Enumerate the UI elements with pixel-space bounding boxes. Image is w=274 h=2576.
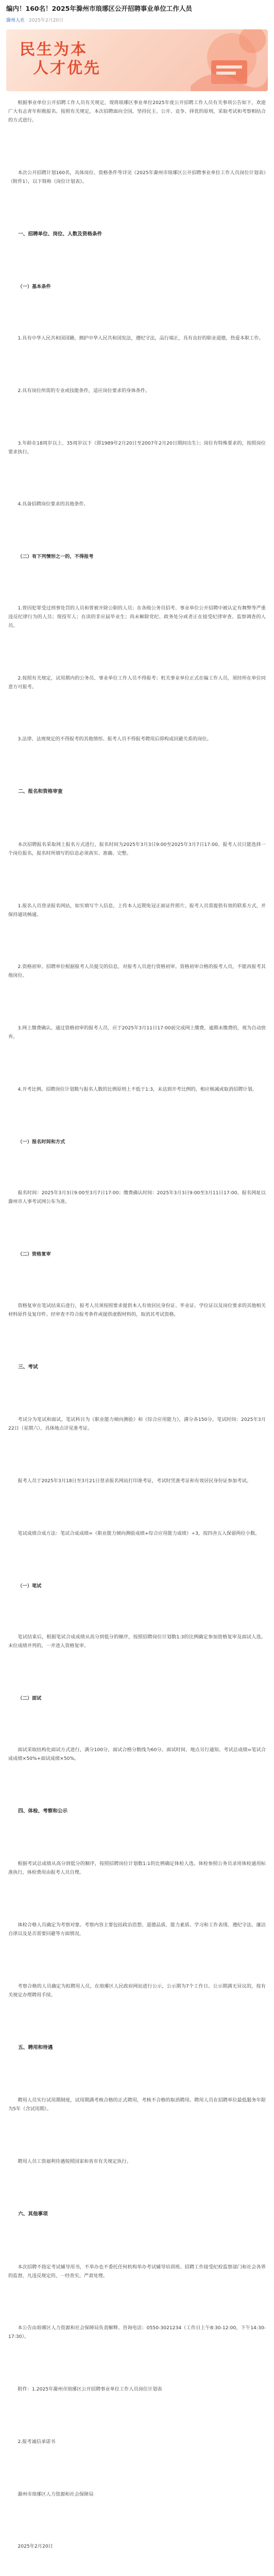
banner-decoration (134, 29, 268, 91)
banner-image (6, 29, 268, 91)
banner-line-2: 人才优先 (33, 59, 101, 77)
section-heading: 六、其他事项 (18, 2211, 48, 2217)
subsection-heading: （二）面试 (18, 1696, 42, 1701)
body-paragraph: 4.具备招聘岗位要求的其他条件。 (18, 501, 89, 507)
body-paragraph: 2.具有岗位所需的专业或技能条件，适应岗位要求的身体条件。 (18, 387, 150, 394)
banner-slogan (20, 41, 101, 78)
body-paragraph: 3.年龄在18周岁以上、35周岁以下（即1989年2月20日至2007年2月20日期间出生）；岗位有特殊要求的，按照岗位要求执行。 (8, 440, 266, 455)
body-paragraph: 附件：1.2025年滁州市琅琊区公开招聘事业单位工作人员岗位计划表 (18, 2386, 162, 2392)
subsection-heading: （一）笔试 (18, 1583, 42, 1589)
body-paragraph: 面试采取结构化面试方式进行，满分100分，面试合格分数线为60分。面试时间、地点另行通知。考试总成绩=笔试合成成绩×50%+面试成绩×50%。 (8, 1747, 266, 1761)
body-paragraph: 报考人员于2025年3月18日至3月21日登录报名网站打印准考证，考试时凭准考证和有效居民身份证参加考试。 (18, 1478, 251, 1484)
body-paragraph: 本次招聘报名采取网上报名方式进行，报名时间为2025年3月3日9:00至2025年3月7日17:00。报考人员只能选择一个岗位报名，报名时所填写的信息必须真实、准确、完整。 (8, 841, 266, 856)
body-paragraph: 根据事业单位公开招聘工作人员有关规定，现将琅琊区事业单位2025年度公开招聘工作人员有关事项公告如下，欢迎广大有志青年积极报名。按照有关规定，本次招聘面向全国，坚持民主、公开、竞争、择优的原则，采取考试和考察相结合的方式进行。 (8, 100, 266, 123)
body-paragraph: 笔试成绩合成方法：笔试合成成绩=（职业能力倾向测验成绩+综合应用能力成绩）÷3，按四舍五入保留两位小数。 (18, 1530, 260, 1536)
body-paragraph: 本公告由琅琊区人力资源和社会保障局负责解释。咨询电话：0550-3021234（工作日上午8:30-12:00，下午14:30-17:30）。 (8, 2325, 266, 2340)
body-paragraph: 1.具有中华人民共和国国籍，拥护中华人民共和国宪法，遵纪守法，品行端正，具有良好的职业道德，热爱本职工作。 (18, 335, 264, 341)
body-paragraph: 3.法律、法规规定的不得报考的其他情形。报考人员不得报考聘用后即构成回避关系的岗位。 (18, 736, 212, 742)
subsection-heading: （一）报名时间和方式 (18, 1139, 65, 1145)
body-paragraph: 资格复审在笔试结束后进行，报考人员须按照要求提供本人有效居民身份证、毕业证、学位证以及岗位要求的其他相关材料原件及复印件。经审查不符合报考条件或提供虚假材料的，取消其考试资格。 (8, 1302, 266, 1317)
body-paragraph: 体检合格人员确定为考察对象。考察内容主要包括政治思想、道德品质、能力素质、学习和工作表现、遵纪守法、廉洁自律以及是否需要回避等方面情况。 (8, 1922, 266, 1937)
body-paragraph: 滁州市琅琊区人力资源和社会保障局 (18, 2491, 94, 2497)
body-paragraph: 4.开考比例。招聘岗位计划数与报名人数的比例原则上不低于1:3，未达到开考比例的，相应核减或取消招聘计划。 (18, 1086, 257, 1092)
body-paragraph: 3.网上缴费确认。通过资格初审的报考人员，应于2025年3月11日17:00前完成网上缴费，逾期未缴费的，视为自动放弃。 (8, 1025, 266, 1040)
subsection-heading: （一）基本条件 (18, 284, 51, 290)
body-paragraph: 2.资格初审。招聘单位根据报考人员提交的信息，对报考人员进行资格初审。资格初审合格的报考人员，不能再报考其他岗位。 (8, 964, 266, 979)
body-paragraph: 聘用人员工资福利待遇按照国家和省市有关规定执行。 (18, 2159, 131, 2164)
body-paragraph: 2.报考诚信承诺书 (18, 2438, 56, 2445)
article-title: 编内！160名！2025年滁州市琅琊区公开招聘事业单位工作人员 (6, 5, 192, 12)
body-paragraph: 1.曾因犯罪受过刑事处罚的人员和曾被开除公职的人员；在各级公务员招考、事业单位公开招聘中被认定有舞弊等严重违反纪律行为的人员；现役军人；在读的非应届毕业生；尚未解除党纪、政务处分或者正在接受纪律审查、监察调查的人员。 (8, 605, 266, 629)
body-paragraph: 1.报名人员登录报名网站，如实填写个人信息，上传本人近期免冠正面证件照片。报考人员需提供有效的联系方式，并保持通讯畅通。 (8, 903, 266, 918)
body-paragraph: 本次招聘不指定考试辅导用书，不举办也不委托任何机构举办考试辅导培训班。招聘工作接受纪检监察部门和社会各界的监督，凡违反规定的，一经查实，严肃处理。 (8, 2264, 266, 2279)
article-meta (6, 16, 268, 23)
section-heading: 五、聘用和待遇 (18, 2044, 53, 2050)
section-heading: 一、招聘单位、岗位、人数及资格条件 (18, 231, 102, 237)
publish-date: 2025年2月20日 (29, 18, 64, 23)
body-paragraph: 2.按照有关规定，试用期内的公务员、事业单位工作人员不得报考；机关事业单位正式在编工作人员，须经所在单位同意方可报考。 (8, 675, 266, 690)
subsection-heading: （二）资格复审 (18, 1251, 51, 1257)
article-header (0, 0, 274, 29)
body-paragraph: 2025年2月20日 (18, 2544, 53, 2550)
section-heading: 三、考试 (18, 1364, 38, 1370)
body-paragraph: 聘用人员实行试用期制度，试用期满考核合格的正式聘用，考核不合格的取消聘用。聘用人员在招聘单位最低服务年限为5年（含试用期）。 (8, 2097, 266, 2112)
article-body (0, 91, 274, 2551)
account-name[interactable]: 滁州人社 (6, 18, 25, 23)
body-paragraph: 考试分为笔试和面试。笔试科目为《职业能力倾向测验》和《综合应用能力》，满分各150分。笔试时间：2025年3月22日（星期六），具体地点详见准考证。 (8, 1417, 266, 1432)
body-paragraph: 笔试结束后，根据笔试合成成绩从高分到低分的顺序，按照招聘岗位计划数1:3的比例确定参加资格复审及面试人选。末位成绩并列的，一并进入资格复审。 (8, 1634, 266, 1649)
body-paragraph: 考察合格的人员确定为拟聘用人员，在琅琊区人民政府网站进行公示，公示期为7个工作日。公示期满无异议的，按有关规定办理聘用手续。 (8, 1983, 266, 1998)
body-paragraph: 根据考试总成绩从高分到低分的顺序，按照招聘岗位计划数1:1的比例确定体检人选。体检参照公务员录用体检通用标准执行，体检费用由报考人员自理。 (8, 1861, 266, 1876)
section-heading: 四、体检、考察和公示 (18, 1808, 68, 1814)
banner-line-1: 民生为本 (20, 41, 88, 59)
section-heading: 二、报名和资格审查 (18, 789, 63, 794)
subsection-heading: （二）有下列情形之一的，不得报考 (18, 554, 94, 560)
body-paragraph: 本次公开招聘计划160名，具体岗位、资格条件等详见《2025年滁州市琅琊区公开招聘事业单位工作人员岗位计划表》（附件1），以下简称《岗位计划表》。 (8, 170, 266, 184)
body-paragraph: 报名时间：2025年3月3日9:00至3月7日17:00；缴费确认时间：2025年3月3日9:00至3月11日17:00。报名网址以滁州市人事考试网公布为准。 (8, 1190, 266, 1205)
